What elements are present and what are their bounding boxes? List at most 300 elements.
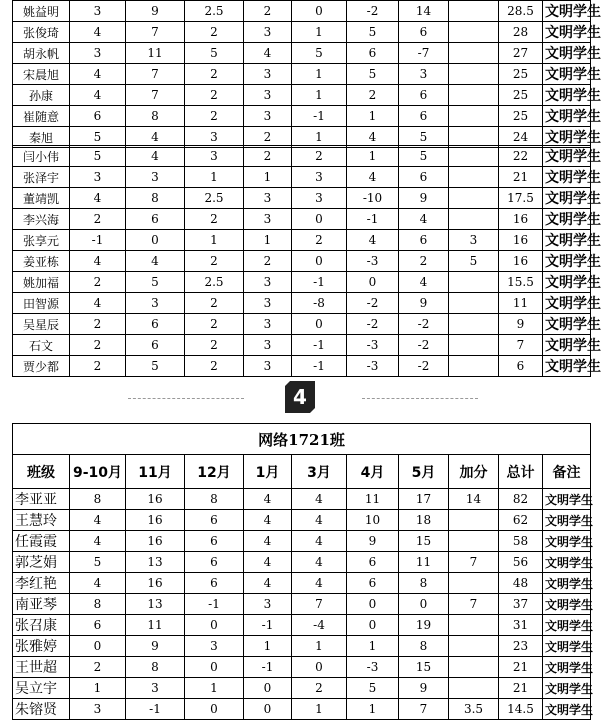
score-cell: -3 <box>347 356 399 377</box>
score-cell: 2.5 <box>185 188 244 209</box>
score-cell: 16 <box>126 573 185 594</box>
score-cell: 5 <box>70 552 126 573</box>
score-cell: -1 <box>292 335 347 356</box>
score-cell: 5 <box>449 251 499 272</box>
student-name-cell: 李兴海 <box>13 209 70 230</box>
score-cell: 4 <box>292 510 347 531</box>
score-cell: 48 <box>499 573 543 594</box>
student-name-cell: 吴星辰 <box>13 314 70 335</box>
score-cell: 0 <box>126 230 185 251</box>
score-cell: 24 <box>499 127 543 148</box>
score-cell: 3 <box>449 230 499 251</box>
score-cell: 15 <box>399 657 449 678</box>
student-name-cell: 董靖凯 <box>13 188 70 209</box>
table-row <box>13 293 591 314</box>
score-cell <box>449 272 499 293</box>
score-cell: 4 <box>244 43 292 64</box>
score-cell: 1 <box>70 678 126 699</box>
column-header: 总计 <box>499 455 543 489</box>
column-header: 11月 <box>126 455 185 489</box>
score-cell <box>449 85 499 106</box>
score-cell: 7 <box>126 85 185 106</box>
score-cell: -3 <box>347 251 399 272</box>
score-cell: 22 <box>499 146 543 167</box>
score-cell: 1 <box>185 167 244 188</box>
class-table-header-row <box>13 455 591 489</box>
score-cell: 2 <box>244 251 292 272</box>
score-cell: 4 <box>70 64 126 85</box>
score-cell: 0 <box>347 615 399 636</box>
remark-cell: 文明学生 <box>543 167 591 188</box>
score-cell: 2 <box>244 1 292 22</box>
score-cell: 5 <box>185 43 244 64</box>
score-cell: -1 <box>292 272 347 293</box>
student-name-cell: 南亚琴 <box>13 594 70 615</box>
score-cell: -8 <box>292 293 347 314</box>
score-cell: 0 <box>244 699 292 720</box>
score-cell: 3 <box>244 356 292 377</box>
score-cell: -1 <box>292 356 347 377</box>
score-cell: 62 <box>499 510 543 531</box>
remark-cell: 文明学生 <box>543 314 591 335</box>
score-cell: -7 <box>399 43 449 64</box>
column-header: 加分 <box>449 455 499 489</box>
score-cell: 6 <box>70 615 126 636</box>
score-cell: 0 <box>292 209 347 230</box>
score-cell: 31 <box>499 615 543 636</box>
score-cell: 16 <box>126 489 185 510</box>
table-row <box>13 356 591 377</box>
remark-cell: 文明学生 <box>543 552 591 573</box>
score-cell: 2 <box>185 85 244 106</box>
score-cell: -3 <box>347 335 399 356</box>
score-cell: 16 <box>499 209 543 230</box>
score-cell <box>449 188 499 209</box>
student-name-cell: 贾少都 <box>13 356 70 377</box>
student-name-cell: 姜亚栋 <box>13 251 70 272</box>
score-cell: 19 <box>399 615 449 636</box>
score-cell: 2 <box>185 106 244 127</box>
table-row <box>13 678 591 699</box>
score-cell: 4 <box>399 209 449 230</box>
score-cell: 6 <box>399 230 449 251</box>
column-header: 备注 <box>543 455 591 489</box>
score-cell: 6 <box>126 209 185 230</box>
score-cell: 5 <box>399 146 449 167</box>
score-cell: 23 <box>499 636 543 657</box>
score-cell: 3 <box>244 64 292 85</box>
student-name-cell: 姚加福 <box>13 272 70 293</box>
score-cell: 3 <box>244 293 292 314</box>
score-cell: -1 <box>244 657 292 678</box>
score-cell: 0 <box>399 594 449 615</box>
score-cell: 3 <box>70 1 126 22</box>
score-cell: 1 <box>244 167 292 188</box>
score-cell: 11 <box>399 552 449 573</box>
score-cell: 15.5 <box>499 272 543 293</box>
score-cell: 4 <box>292 531 347 552</box>
score-cell: 6 <box>126 335 185 356</box>
score-cell: 9 <box>347 531 399 552</box>
table-row <box>13 272 591 293</box>
remark-cell: 文明学生 <box>543 1 591 22</box>
score-cell: 1 <box>244 230 292 251</box>
column-header: 班级 <box>13 455 70 489</box>
student-name-cell: 宋晨旭 <box>13 64 70 85</box>
score-cell: 4 <box>244 510 292 531</box>
score-cell: -3 <box>347 657 399 678</box>
remark-cell: 文明学生 <box>543 636 591 657</box>
score-cell: 4 <box>292 489 347 510</box>
score-cell: 4 <box>399 272 449 293</box>
score-cell: 7 <box>449 552 499 573</box>
score-cell: 2 <box>292 678 347 699</box>
score-cell: 6 <box>399 22 449 43</box>
score-cell: 3 <box>126 678 185 699</box>
score-cell <box>449 657 499 678</box>
score-cell: -1 <box>347 209 399 230</box>
column-header: 1月 <box>244 455 292 489</box>
remark-cell: 文明学生 <box>543 678 591 699</box>
score-cell <box>449 678 499 699</box>
score-cell: 1 <box>185 230 244 251</box>
score-cell: -1 <box>244 615 292 636</box>
score-cell: 2 <box>399 251 449 272</box>
score-cell: 16 <box>126 510 185 531</box>
top-score-table <box>12 0 601 148</box>
score-cell: 5 <box>126 272 185 293</box>
remark-cell: 文明学生 <box>543 106 591 127</box>
score-cell: 2 <box>70 657 126 678</box>
score-cell: 0 <box>292 314 347 335</box>
score-cell <box>449 22 499 43</box>
student-name-cell: 张泽宇 <box>13 167 70 188</box>
score-cell: 82 <box>499 489 543 510</box>
score-cell: 56 <box>499 552 543 573</box>
remark-cell: 文明学生 <box>543 188 591 209</box>
remark-cell: 文明学生 <box>543 489 591 510</box>
score-cell: 0 <box>292 657 347 678</box>
score-cell <box>449 356 499 377</box>
score-cell: 17.5 <box>499 188 543 209</box>
score-cell: 4 <box>244 552 292 573</box>
divider-line-left <box>128 398 244 399</box>
remark-cell: 文明学生 <box>543 43 591 64</box>
score-cell: 8 <box>70 594 126 615</box>
score-cell: 5 <box>70 127 126 148</box>
score-cell: 3 <box>244 594 292 615</box>
score-cell: 2 <box>70 272 126 293</box>
score-cell: 9 <box>399 293 449 314</box>
table-row <box>13 594 591 615</box>
score-cell: 0 <box>292 1 347 22</box>
table-row <box>13 22 591 43</box>
score-cell: 25 <box>499 64 543 85</box>
score-cell: 9 <box>126 636 185 657</box>
score-cell: 3 <box>244 188 292 209</box>
remark-cell: 文明学生 <box>543 85 591 106</box>
score-cell <box>449 1 499 22</box>
score-cell: -4 <box>292 615 347 636</box>
score-cell: 2 <box>185 22 244 43</box>
score-cell: 1 <box>292 636 347 657</box>
score-cell: 10 <box>347 510 399 531</box>
divider-line-right <box>362 398 478 399</box>
table-row <box>13 167 591 188</box>
score-cell: 2 <box>244 146 292 167</box>
score-cell: 15 <box>399 531 449 552</box>
score-cell: 11 <box>347 489 399 510</box>
score-cell: 4 <box>347 127 399 148</box>
score-cell: -1 <box>70 230 126 251</box>
score-cell: 2 <box>244 127 292 148</box>
score-cell <box>449 293 499 314</box>
score-cell: 3 <box>185 146 244 167</box>
score-cell: 5 <box>347 64 399 85</box>
class-score-table <box>12 423 594 720</box>
score-cell: 0 <box>292 251 347 272</box>
score-cell: 5 <box>70 146 126 167</box>
score-cell: 14.5 <box>499 699 543 720</box>
student-name-cell: 王慧玲 <box>13 510 70 531</box>
score-cell: 4 <box>126 251 185 272</box>
score-cell: 5 <box>292 43 347 64</box>
middle-score-table <box>12 145 601 377</box>
score-cell: 7 <box>449 594 499 615</box>
score-cell: 1 <box>292 85 347 106</box>
score-cell: 4 <box>347 167 399 188</box>
score-cell: 3 <box>244 314 292 335</box>
score-cell: 5 <box>347 678 399 699</box>
score-cell: 28.5 <box>499 1 543 22</box>
score-cell: 13 <box>126 594 185 615</box>
score-cell: 3.5 <box>449 699 499 720</box>
score-cell: 4 <box>70 573 126 594</box>
remark-cell: 文明学生 <box>543 272 591 293</box>
score-cell: 7 <box>126 64 185 85</box>
score-cell: -1 <box>185 594 244 615</box>
table-row <box>13 510 591 531</box>
remark-cell: 文明学生 <box>543 510 591 531</box>
score-cell: 2 <box>347 85 399 106</box>
score-cell: 6 <box>347 552 399 573</box>
score-cell <box>449 106 499 127</box>
remark-cell: 文明学生 <box>543 22 591 43</box>
score-cell: -2 <box>347 293 399 314</box>
score-cell: 4 <box>126 146 185 167</box>
score-cell: 6 <box>126 314 185 335</box>
score-cell: -1 <box>126 699 185 720</box>
score-cell: 2 <box>185 293 244 314</box>
column-header: 5月 <box>399 455 449 489</box>
score-cell: 6 <box>347 43 399 64</box>
score-cell: 2 <box>185 251 244 272</box>
score-cell: 8 <box>399 573 449 594</box>
remark-cell: 文明学生 <box>543 64 591 85</box>
remark-cell: 文明学生 <box>543 615 591 636</box>
score-cell: 17 <box>399 489 449 510</box>
score-cell: 3 <box>292 188 347 209</box>
score-cell: 7 <box>499 335 543 356</box>
score-cell: 9 <box>499 314 543 335</box>
score-cell: 8 <box>70 489 126 510</box>
table-row <box>13 657 591 678</box>
student-name-cell: 石文 <box>13 335 70 356</box>
student-name-cell: 郭芝娟 <box>13 552 70 573</box>
score-cell: 1 <box>292 64 347 85</box>
score-cell: 1 <box>185 678 244 699</box>
table-row <box>13 636 591 657</box>
column-header: 9-10月 <box>70 455 126 489</box>
score-cell: 16 <box>126 531 185 552</box>
score-cell: 3 <box>292 167 347 188</box>
score-cell: -2 <box>399 356 449 377</box>
section-divider <box>0 381 606 415</box>
score-cell: 27 <box>499 43 543 64</box>
score-cell: 2 <box>292 230 347 251</box>
score-cell: 0 <box>185 699 244 720</box>
score-cell: 14 <box>449 489 499 510</box>
table-row <box>13 1 591 22</box>
score-cell: 21 <box>499 678 543 699</box>
score-cell: 16 <box>499 251 543 272</box>
score-cell: 25 <box>499 106 543 127</box>
table-row <box>13 209 591 230</box>
student-name-cell: 吴立宇 <box>13 678 70 699</box>
score-cell <box>449 615 499 636</box>
score-cell: 4 <box>126 127 185 148</box>
score-cell: -2 <box>347 314 399 335</box>
score-cell: 3 <box>185 636 244 657</box>
score-cell: 3 <box>70 167 126 188</box>
score-cell: 6 <box>499 356 543 377</box>
score-cell: 0 <box>185 615 244 636</box>
score-cell: 7 <box>126 22 185 43</box>
score-cell: 5 <box>399 127 449 148</box>
score-cell: 3 <box>244 335 292 356</box>
table-row <box>13 106 591 127</box>
score-cell: 4 <box>347 230 399 251</box>
score-cell: 18 <box>399 510 449 531</box>
remark-cell: 文明学生 <box>543 230 591 251</box>
score-cell: 9 <box>126 1 185 22</box>
score-cell: 6 <box>399 167 449 188</box>
score-cell: 1 <box>292 127 347 148</box>
score-cell <box>449 64 499 85</box>
table-row <box>13 699 591 720</box>
remark-cell: 文明学生 <box>543 209 591 230</box>
remark-cell: 文明学生 <box>543 531 591 552</box>
score-cell: 4 <box>244 531 292 552</box>
student-name-cell: 孙康 <box>13 85 70 106</box>
remark-cell: 文明学生 <box>543 251 591 272</box>
score-cell: 6 <box>185 552 244 573</box>
score-cell: 0 <box>244 678 292 699</box>
score-cell: 2.5 <box>185 272 244 293</box>
student-name-cell: 田智源 <box>13 293 70 314</box>
remark-cell: 文明学生 <box>543 594 591 615</box>
score-cell: 21 <box>499 167 543 188</box>
table-row <box>13 552 591 573</box>
score-cell: 0 <box>347 594 399 615</box>
score-cell <box>449 573 499 594</box>
score-cell: 4 <box>244 489 292 510</box>
score-cell: 3 <box>70 699 126 720</box>
score-cell: 58 <box>499 531 543 552</box>
score-cell: 3 <box>244 272 292 293</box>
score-cell: 3 <box>70 43 126 64</box>
score-cell: 2 <box>292 146 347 167</box>
score-cell: 4 <box>292 573 347 594</box>
score-cell: -2 <box>347 1 399 22</box>
student-name-cell: 姚益明 <box>13 1 70 22</box>
score-cell: 4 <box>244 573 292 594</box>
score-cell: 4 <box>70 531 126 552</box>
score-cell: 6 <box>70 106 126 127</box>
score-cell: 4 <box>70 188 126 209</box>
class-table-title: 网络1721班 <box>13 424 591 455</box>
student-name-cell: 任霞霞 <box>13 531 70 552</box>
score-cell: -2 <box>399 335 449 356</box>
score-cell: 0 <box>70 636 126 657</box>
score-cell: -1 <box>292 106 347 127</box>
score-cell: 3 <box>126 167 185 188</box>
score-cell: 37 <box>499 594 543 615</box>
score-cell <box>449 146 499 167</box>
student-name-cell: 张享元 <box>13 230 70 251</box>
score-cell: 11 <box>126 615 185 636</box>
remark-cell: 文明学生 <box>543 699 591 720</box>
score-cell: 6 <box>347 573 399 594</box>
score-cell: 21 <box>499 657 543 678</box>
score-cell <box>449 636 499 657</box>
column-header: 3月 <box>292 455 347 489</box>
score-cell: 2 <box>185 335 244 356</box>
score-cell: 3 <box>244 22 292 43</box>
score-cell: 6 <box>185 510 244 531</box>
score-cell: 0 <box>185 657 244 678</box>
score-cell: 8 <box>126 657 185 678</box>
column-header: 4月 <box>347 455 399 489</box>
student-name-cell: 秦旭 <box>13 127 70 148</box>
student-name-cell: 张雅婷 <box>13 636 70 657</box>
student-name-cell: 李亚亚 <box>13 489 70 510</box>
score-cell <box>449 43 499 64</box>
score-cell <box>449 531 499 552</box>
score-cell: 5 <box>126 356 185 377</box>
score-cell: 4 <box>292 552 347 573</box>
score-cell: 1 <box>347 699 399 720</box>
score-cell: 14 <box>399 1 449 22</box>
score-cell <box>449 314 499 335</box>
student-name-cell: 张俊琦 <box>13 22 70 43</box>
score-cell: 9 <box>399 188 449 209</box>
table-row <box>13 335 591 356</box>
score-cell: 4 <box>70 85 126 106</box>
remark-cell: 文明学生 <box>543 573 591 594</box>
score-cell: 3 <box>185 127 244 148</box>
score-cell: -2 <box>399 314 449 335</box>
score-cell: 4 <box>70 251 126 272</box>
score-cell: 1 <box>244 636 292 657</box>
score-cell: 3 <box>244 106 292 127</box>
score-cell: 4 <box>70 293 126 314</box>
table-row <box>13 489 591 510</box>
score-cell <box>449 167 499 188</box>
section-number-badge: 4 <box>285 381 315 413</box>
score-cell: 6 <box>399 85 449 106</box>
remark-cell: 文明学生 <box>543 127 591 148</box>
